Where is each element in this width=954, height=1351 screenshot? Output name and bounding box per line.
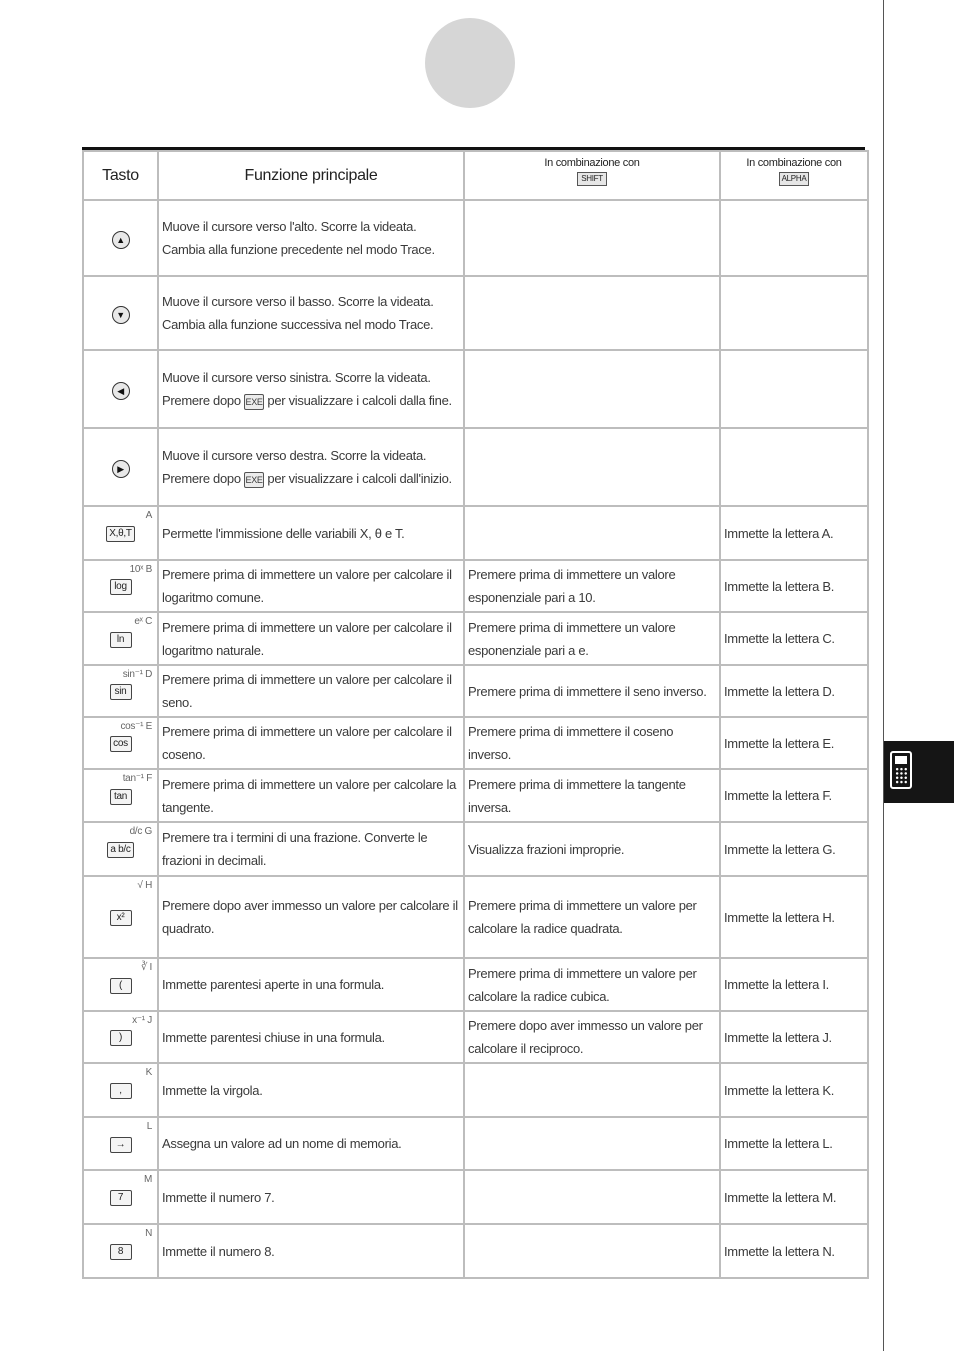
key-cell <box>83 506 158 560</box>
table-row <box>83 769 868 822</box>
key-shift-label: 10ˣ B <box>129 564 152 575</box>
shift-function-cell <box>464 350 720 428</box>
chapter-tab <box>884 741 954 803</box>
alpha-function-cell: Immette la lettera F. <box>720 769 868 822</box>
key-cell <box>83 612 158 665</box>
main-text: Premere prima di immettere un valore per calcolare la tangente. <box>162 776 457 815</box>
main-function-cell <box>158 1170 464 1224</box>
key-icon: ( <box>110 978 132 994</box>
key-shift-label: sin⁻¹ D <box>122 669 152 680</box>
alpha-function-cell: Immette la lettera C. <box>720 612 868 665</box>
shift-function-cell <box>464 1224 720 1278</box>
key-shift-label: d/c G <box>129 826 152 837</box>
shift-function-cell <box>464 506 720 560</box>
key-icon: 8 <box>110 1244 132 1260</box>
table-row <box>83 200 868 276</box>
shift-function-cell <box>464 1063 720 1117</box>
header-shift-text: In combinazione con <box>544 157 640 169</box>
main-text: Immette il numero 7. <box>162 1189 275 1205</box>
header-key: Tasto <box>83 151 158 200</box>
alpha-function-cell <box>720 276 868 350</box>
alpha-function-cell: Immette la lettera M. <box>720 1170 868 1224</box>
shift-function-cell: Visualizza frazioni improprie. <box>464 822 720 876</box>
main-text: Premere tra i termini di una frazione. Converte le frazioni in decimali. <box>162 830 428 868</box>
key-shift-label: cos⁻¹ E <box>120 721 152 732</box>
main-text-b: per visualizzare i calcoli dalla fine. <box>267 393 452 408</box>
key-cell <box>83 1170 158 1224</box>
main-text-a: Muove il cursore verso destra. Scorre la videata. Premere dopo <box>162 448 427 486</box>
main-text: Premere prima di immettere un valore per calcolare il seno. <box>162 672 452 710</box>
table-row <box>83 1063 868 1117</box>
exe-key-icon: EXE <box>244 394 264 410</box>
key-cell <box>83 276 158 350</box>
key-function-table <box>82 150 869 1279</box>
main-function-cell <box>158 1224 464 1278</box>
main-text: Immette il numero 8. <box>162 1243 275 1259</box>
main-function-cell <box>158 1117 464 1170</box>
key-cell <box>83 876 158 958</box>
header-alpha-text: In combinazione con <box>746 157 842 169</box>
table-row <box>83 506 868 560</box>
key-cell <box>83 665 158 717</box>
main-text: Immette parentesi chiuse in una formula. <box>162 1029 385 1045</box>
key-shift-label: M <box>143 1174 152 1185</box>
table-row <box>83 428 868 506</box>
key-cell <box>83 428 158 506</box>
key-cell <box>83 1011 158 1063</box>
key-icon: , <box>110 1083 132 1099</box>
main-text: Premere prima di immettere un valore per calcolare il logaritmo naturale. <box>162 619 452 658</box>
main-text-a: Muove il cursore verso sinistra. Scorre la videata. Premere dopo <box>162 370 431 408</box>
key-icon: a b/c <box>107 842 133 858</box>
main-function-cell <box>158 428 464 506</box>
table-header-row <box>83 151 868 200</box>
key-cell <box>83 822 158 876</box>
alpha-function-cell: Immette la lettera A. <box>720 506 868 560</box>
key-cell <box>83 1224 158 1278</box>
key-shift-label: L <box>146 1121 152 1132</box>
main-function-cell <box>158 612 464 665</box>
main-text: Muove il cursore verso il basso. Scorre la videata. Cambia alla funzione successiva nel modo Trace. <box>162 294 434 332</box>
table-row <box>83 350 868 428</box>
alpha-function-cell <box>720 428 868 506</box>
main-text: Permette l'immissione delle variabili X, θ e T. <box>162 525 405 541</box>
alpha-function-cell <box>720 200 868 276</box>
alpha-function-cell: Immette la lettera J. <box>720 1011 868 1063</box>
main-function-cell <box>158 717 464 769</box>
main-function-cell <box>158 506 464 560</box>
key-icon: ▲ <box>112 231 130 249</box>
alpha-function-cell: Immette la lettera I. <box>720 958 868 1011</box>
page-number-circle <box>425 18 515 108</box>
key-icon: ) <box>110 1030 132 1046</box>
main-function-cell <box>158 560 464 612</box>
shift-function-cell <box>464 1117 720 1170</box>
shift-function-cell <box>464 1170 720 1224</box>
key-icon: 7 <box>110 1190 132 1206</box>
key-cell <box>83 1063 158 1117</box>
main-text: Immette la virgola. <box>162 1082 263 1098</box>
header-shift <box>464 151 720 200</box>
main-function-cell <box>158 665 464 717</box>
key-icon: log <box>110 579 132 595</box>
alpha-function-cell: Immette la lettera N. <box>720 1224 868 1278</box>
table-row <box>83 876 868 958</box>
table-row <box>83 665 868 717</box>
key-icon: ln <box>110 632 132 648</box>
main-function-cell <box>158 350 464 428</box>
main-function-cell <box>158 822 464 876</box>
shift-function-cell <box>464 428 720 506</box>
alpha-function-cell: Immette la lettera D. <box>720 665 868 717</box>
calculator-icon <box>890 751 912 789</box>
table-row <box>83 822 868 876</box>
alpha-function-cell: Immette la lettera L. <box>720 1117 868 1170</box>
table-row <box>83 276 868 350</box>
shift-function-cell: Premere prima di immettere la tangente inversa. <box>464 769 720 822</box>
main-function-cell <box>158 1063 464 1117</box>
key-icon: X,θ,T <box>106 526 134 542</box>
key-shift-label: A <box>145 510 152 521</box>
key-shift-label: ∛ I <box>140 962 152 973</box>
key-cell <box>83 200 158 276</box>
key-shift-label: eˣ C <box>134 616 152 627</box>
main-text: Premere prima di immettere un valore per calcolare il logaritmo comune. <box>162 567 452 605</box>
key-shift-label: N <box>145 1228 152 1239</box>
shift-function-cell: Premere prima di immettere un valore esponenziale pari a 10. <box>464 560 720 612</box>
alpha-function-cell: Immette la lettera E. <box>720 717 868 769</box>
main-function-cell <box>158 200 464 276</box>
table-row <box>83 1170 868 1224</box>
key-shift-label: x⁻¹ J <box>132 1015 152 1026</box>
shift-function-cell: Premere prima di immettere il coseno inverso. <box>464 717 720 769</box>
shift-function-cell: Premere prima di immettere il seno inverso. <box>464 665 720 717</box>
main-text: Assegna un valore ad un nome di memoria. <box>162 1136 402 1151</box>
table-row <box>83 560 868 612</box>
alpha-function-cell: Immette la lettera G. <box>720 822 868 876</box>
key-shift-label: K <box>145 1067 152 1078</box>
table-row <box>83 958 868 1011</box>
main-text-b: per visualizzare i calcoli dall'inizio. <box>267 471 452 486</box>
key-cell <box>83 350 158 428</box>
key-icon: ◀ <box>112 382 130 400</box>
key-cell <box>83 1117 158 1170</box>
key-icon: tan <box>110 789 132 805</box>
key-icon: ▶ <box>112 460 130 478</box>
alpha-function-cell: Immette la lettera H. <box>720 876 868 958</box>
key-cell <box>83 769 158 822</box>
shift-function-cell: Premere prima di immettere un valore per calcolare la radice quadrata. <box>464 876 720 958</box>
key-cell <box>83 560 158 612</box>
main-text: Muove il cursore verso l'alto. Scorre la videata. Cambia alla funzione precedente nel modo Trace. <box>162 219 435 257</box>
alpha-function-cell: Immette la lettera K. <box>720 1063 868 1117</box>
shift-function-cell: Premere dopo aver immesso un valore per calcolare il reciproco. <box>464 1011 720 1063</box>
main-function-cell <box>158 876 464 958</box>
table-row <box>83 1224 868 1278</box>
key-shift-label: tan⁻¹ F <box>122 773 152 784</box>
key-cell <box>83 717 158 769</box>
alpha-function-cell: Immette la lettera B. <box>720 560 868 612</box>
main-function-cell <box>158 769 464 822</box>
key-icon: sin <box>110 684 132 700</box>
main-text: Premere prima di immettere un valore per calcolare il coseno. <box>162 724 452 762</box>
key-icon: x² <box>110 910 132 926</box>
shift-function-cell: Premere prima di immettere un valore esponenziale pari a e. <box>464 612 720 665</box>
key-shift-label: √ H <box>137 880 152 891</box>
shift-function-cell <box>464 200 720 276</box>
main-text: Immette parentesi aperte in una formula. <box>162 977 385 992</box>
table-row <box>83 612 868 665</box>
shift-function-cell <box>464 276 720 350</box>
key-cell <box>83 958 158 1011</box>
alpha-key-icon: ALPHA <box>779 172 809 186</box>
key-icon: → <box>110 1137 132 1153</box>
table-row <box>83 1011 868 1063</box>
header-main-function: Funzione principale <box>158 151 464 200</box>
right-margin-rule <box>883 0 884 1351</box>
shift-key-icon: SHIFT <box>577 172 607 186</box>
table-row <box>83 717 868 769</box>
main-text: Premere dopo aver immesso un valore per calcolare il quadrato. <box>162 898 458 936</box>
main-function-cell <box>158 958 464 1011</box>
exe-key-icon: EXE <box>244 472 264 488</box>
shift-function-cell: Premere prima di immettere un valore per calcolare la radice cubica. <box>464 958 720 1011</box>
main-function-cell <box>158 276 464 350</box>
table-row <box>83 1117 868 1170</box>
main-function-cell <box>158 1011 464 1063</box>
alpha-function-cell <box>720 350 868 428</box>
key-icon: ▼ <box>112 306 130 324</box>
key-icon: cos <box>110 736 132 752</box>
header-alpha <box>720 151 868 200</box>
